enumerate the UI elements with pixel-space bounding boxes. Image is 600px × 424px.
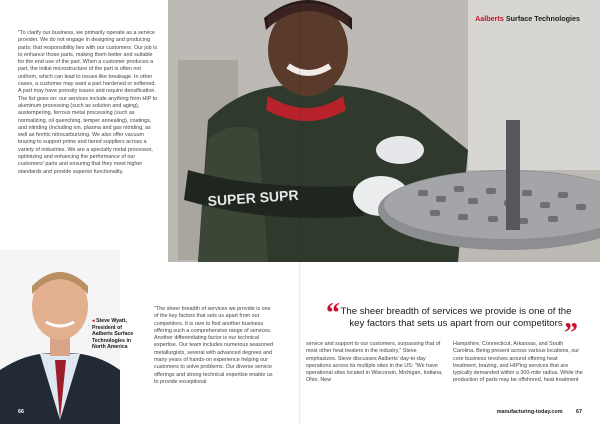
caption-arrow-icon: ◂ bbox=[92, 318, 95, 324]
brand-name-dark: Surface Technologies bbox=[505, 14, 580, 23]
footer-site: manufacturing-today.com bbox=[496, 409, 563, 415]
caption-line: Aalberts Surface bbox=[92, 331, 134, 338]
caption-line: North America bbox=[92, 344, 128, 351]
caption-line: President of bbox=[92, 324, 122, 331]
footer-right bbox=[497, 409, 582, 415]
caption-name: Steve Wyatt, bbox=[96, 318, 127, 324]
column-four-text: Hampshire, Connecticut, Arkansas, and South Carolina. Being present across various locations, our core business revolves around offering heat treatment, brazing, and HIP'ing services that are typically demanded within a 300-mile radius. While the production of parts may be offshored, heat treatment bbox=[453, 341, 583, 384]
column-three-text: service and support to our customers, surpassing that of most other heat treaters in the industry," Steve emphasizes. Steve discusses Aalberts' day-to-day operations across its multiple sites in the US: "We have operational sites located in Wisconsin, Michigan, Indiana, Ohio, New bbox=[306, 341, 443, 384]
brand-logo bbox=[475, 14, 580, 23]
open-quote-mark-icon: “ bbox=[326, 298, 340, 329]
sleeve-print: SUPER SUPR bbox=[207, 186, 300, 209]
close-quote-mark-icon: ” bbox=[564, 318, 578, 349]
page-number-right: 67 bbox=[576, 409, 582, 415]
worker-photo bbox=[168, 0, 600, 262]
caption-line: Technologies in bbox=[92, 337, 132, 344]
page-gutter bbox=[299, 0, 301, 424]
left-page-body-text bbox=[18, 30, 158, 176]
column-two-text: "The sheer breadth of services we provide is one of the key factors that sets us apart from our competitors. It is rare to find another business offering such a comprehensive range of services. Another differentiating factor is our technical expertise. Our team includes numerous seasoned metallurgists, several with advanced degrees and many years of hands-on experience helping our customers to solve problems. Our diverse service offerings and strong technical expertise enable us to provide exceptional bbox=[154, 306, 273, 385]
page-number-left: 66 bbox=[18, 409, 24, 415]
left-paragraph: "To clarify our business, we primarily operate as a service provider. We do not engage in designing and producing parts; that responsibility lies with our customers. Our job is to enhance those parts, making them better and suitable for the end use of the part. When a customer produces a part, the initial microstructure of the part is often not uniform, which can lead to issues like breakage. In other cases, a customer may want a part hardened or softened. A part may have porosity issues and require densification. The list goes on: our services include anything from HIP to aluminum processing (such as solution and aging), austempering, ferrous metal processing (such as normalizing, oil quenching, temper annealing), coatings, and nitriding (including ion, plasma and gas nitriding, as well as ferritic nitrocarburizing. We also offer vacuum brazing to support prime and tiered suppliers across a variety of industries. We are a specialty metal processor, optimizing and enhancing the performance of our customers' parts and ensuring that they meet higher standards and provide superior functionality. bbox=[18, 30, 158, 175]
portrait-caption bbox=[92, 318, 138, 351]
brand-name-red: Aalberts bbox=[475, 14, 504, 23]
pull-quote-text: The sheer breadth of services we provide is one of the key factors that sets us apart from our competitors bbox=[340, 306, 572, 329]
worker-photo-illustration bbox=[168, 0, 600, 262]
pull-quote bbox=[326, 298, 578, 349]
